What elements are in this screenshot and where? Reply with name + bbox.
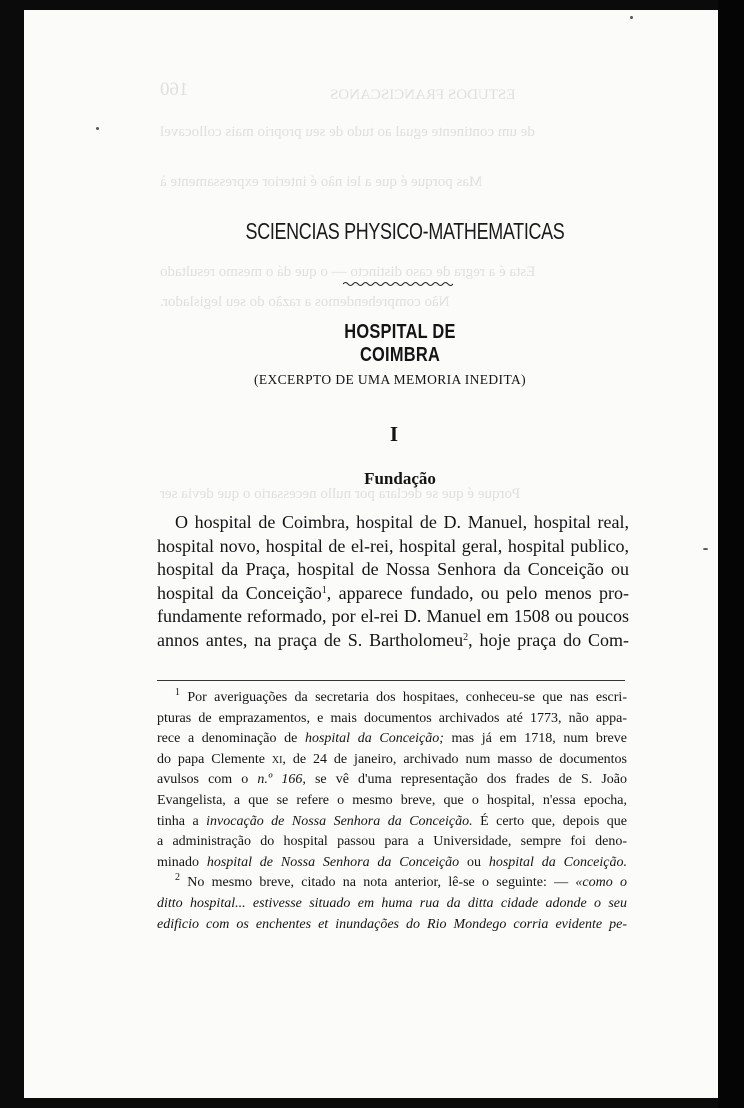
footnote-italic: hospital da Conceição; (304, 731, 444, 747)
footnote-1-line (157, 853, 627, 874)
bleed-through-line: Não comprehendemos a razão do seu legislador. (160, 294, 450, 310)
footnote-text: do papa Clemente (157, 751, 272, 767)
footnote-1-line (157, 770, 627, 791)
bleed-through-page-number: 160 (160, 79, 189, 100)
footnote-1-line (157, 750, 627, 771)
footnote-ref-1[interactable]: 1 (321, 584, 327, 596)
body-line: hospital novo, hospital de el-rei, hospital geral, hospital publico, (157, 535, 629, 556)
footnote-text: ou (459, 854, 489, 870)
section-subtitle: (EXCERPTO DE UMA MEMORIA INEDITA) (253, 372, 527, 387)
footnote-text: mas já em 1718, num breve (443, 731, 627, 747)
body-line: fundamente reformado, por el-rei D. Manuel em 1508 ou poucos (157, 606, 629, 626)
body-line (157, 629, 629, 653)
footnote-italic: edificio com os enchentes et inundações do Rio Mondego corria evidente pe- (157, 916, 627, 932)
section-heading: HOSPITAL DE COIMBRA (344, 321, 456, 366)
footnote-2-mark: 2 (175, 872, 180, 884)
footnote-text: tinha a (157, 813, 207, 829)
body-line-text: , apparece fundado, ou pelo menos pro- (326, 582, 630, 603)
body-paragraph (157, 511, 629, 652)
footnote-1-line: Evangelista, a que se refere o mesmo breve, que o hospital, n'essa epocha, (157, 792, 627, 808)
footnote-italic: hospital da Conceição. (488, 854, 627, 870)
bleed-through-line: Mas porque é que a lei não é interior expressamente à (160, 174, 483, 190)
body-line: hospital da Praça, hospital de Nossa Senhora da Conceição ou (157, 559, 629, 579)
footnote-text: se vê d'uma representação dos frades de S. João (305, 772, 628, 788)
body-line-text: hospital da Conceição (157, 582, 322, 603)
decorative-wavy-rule (343, 280, 453, 288)
footnote-2-line (157, 894, 627, 915)
footnote-1-line (157, 688, 627, 709)
footnote-italic: «como o (575, 875, 628, 891)
body-line-text: , hoje praça do Com- (468, 629, 629, 650)
page-title: SCIENCIAS PHYSICO-MATHEMATICAS (245, 218, 565, 244)
scan-border (718, 0, 744, 1108)
footnote-1-line: pturas de emprazamentos, e mais documentos archivados até 1773, não appa- (157, 710, 627, 726)
body-line-text: annos antes, na praça de S. Bartholomeu (157, 629, 464, 650)
footnote-2-line (157, 915, 627, 936)
footnote-1-line: a administração do hospital passou para a Universidade, sempre foi deno- (157, 834, 627, 850)
footnote-1-line (157, 812, 627, 833)
footnote-text: Por averiguações da secretaria dos hospitaes, conheceu-se que nas escri- (187, 690, 627, 705)
footnote-italic: hospital de Nossa Senhora da Conceição (206, 854, 460, 870)
bleed-through-line: de um continente egual ao tudo de seu proprio mais collocavel (160, 124, 535, 140)
bleed-through-header: ESTUDOS FRANCISCANOS (330, 87, 516, 103)
footnote-2-line (157, 873, 627, 894)
footnote-italic: invocação de Nossa Senhora da Conceição. (206, 813, 473, 829)
footnote-1-mark: 1 (175, 687, 180, 698)
footnote-text: minado (157, 854, 207, 870)
print-speck (703, 548, 708, 550)
print-speck (96, 127, 99, 130)
footnote-text: avulsos com o (157, 772, 258, 788)
footnote-text: rece a denominação de (157, 731, 305, 747)
footnote-1-line (157, 729, 627, 750)
bleed-through-line: Porque é que se declara por nullo necessario o que devia ser (160, 486, 521, 502)
footnote-italic: ditto hospital... estivesse situado em huma rua da ditta cidade adonde o seu (157, 895, 627, 911)
body-line: O hospital de Coimbra, hospital de D. Manuel, hospital real, (175, 512, 629, 532)
footnotes (157, 688, 627, 935)
body-line (157, 582, 629, 606)
footnote-text: No mesmo breve, citado na nota anterior, lê-se o seguinte: — (187, 875, 576, 891)
print-speck (630, 16, 633, 19)
footnote-ref-2[interactable]: 2 (463, 631, 469, 643)
footnote-text: , de 24 de janeiro, archivado num masso de documentos (282, 751, 628, 767)
footnote-divider (157, 680, 625, 681)
chapter-title: Fundação (364, 469, 436, 488)
bleed-through-line: Esta é a regra de caso distincto — o que dá o mesmo resultado (160, 264, 536, 280)
footnote-smallcaps: xi (271, 751, 283, 767)
footnote-text: É certo que, depois que (472, 813, 628, 829)
footnote-italic: n.º 166, (257, 772, 306, 788)
chapter-number: I (389, 422, 399, 446)
